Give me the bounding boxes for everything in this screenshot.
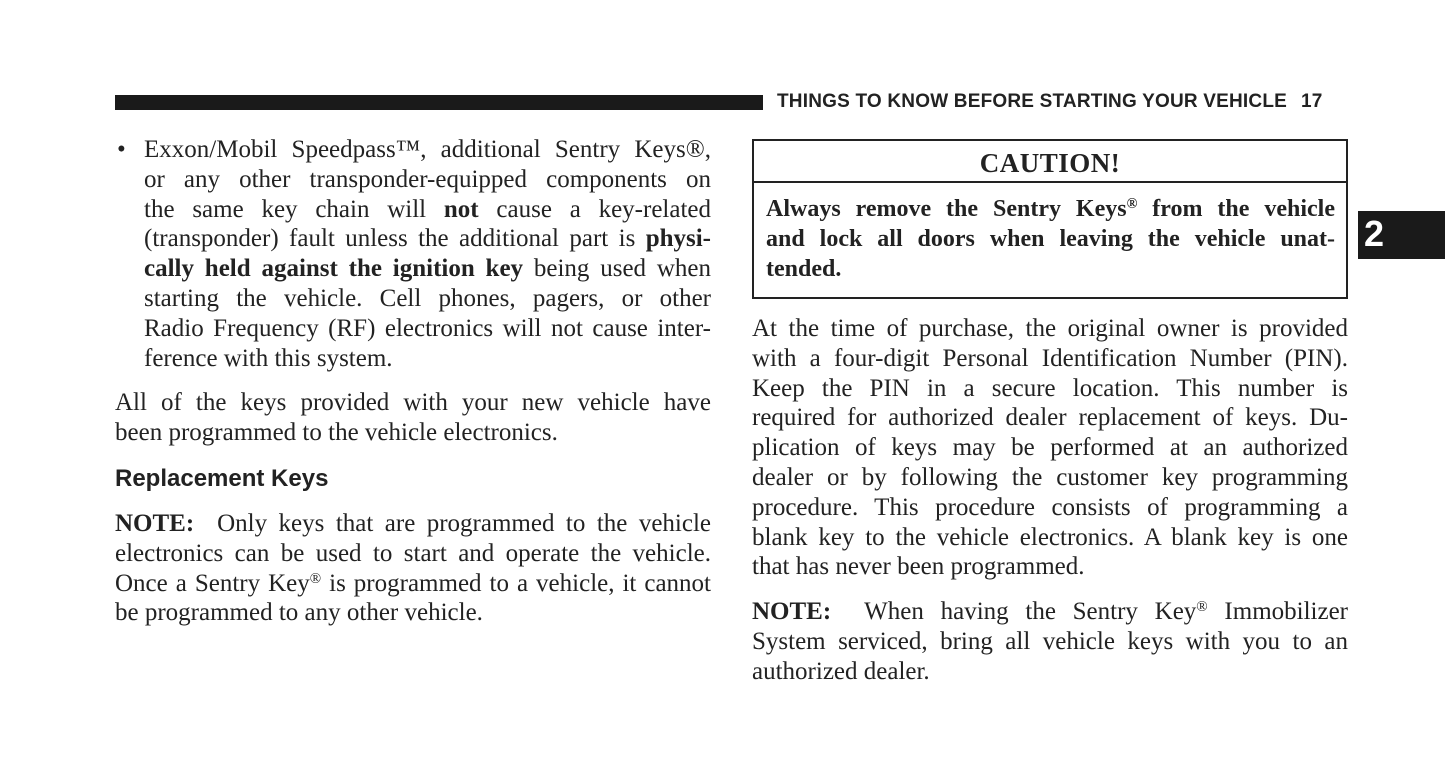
text-line: NOTE: When having the Sentry Key® Immobilizer <box>752 598 1349 626</box>
text-line: Once a Sentry Key® is programmed to a vehicle, it cannot <box>115 569 712 597</box>
section-heading: Replacement Keys <box>115 464 329 492</box>
text-line: electronics can be used to start and operate the vehicle. <box>115 539 711 567</box>
bullet-icon: • <box>117 136 126 163</box>
text-line: authorized dealer. <box>752 657 930 685</box>
text-line: System serviced, bring all vehicle keys with you to an <box>752 627 1348 655</box>
section-title: THINGS TO KNOW BEFORE STARTING YOUR VEHICLE <box>777 91 1288 112</box>
text-line: All of the keys provided with your new vehicle have <box>115 389 711 417</box>
text-line: blank key to the vehicle electronics. A blank key is one <box>752 523 1348 551</box>
emphasis: physi- <box>645 225 711 253</box>
page-number: 17 <box>1301 91 1323 112</box>
emphasis: not <box>443 195 479 223</box>
running-head <box>777 91 1323 113</box>
text-line: At the time of purchase, the original owner is provided <box>752 315 1348 342</box>
text-line: plication of keys may be performed at an authorized <box>752 434 1348 462</box>
text-line: Exxon/Mobil Speedpass™, additional Sentry Keys®, <box>144 136 711 163</box>
bullet-item <box>115 135 711 373</box>
text-line: starting the vehicle. Cell phones, pagers, or other <box>144 284 711 312</box>
registered-mark: ® <box>1126 196 1138 213</box>
text-line: been programmed to the vehicle electronics. <box>115 419 558 447</box>
paragraph <box>752 314 1348 582</box>
registered-mark: ® <box>309 570 322 587</box>
header-rule <box>115 95 763 110</box>
text-line: or any other transponder-equipped components on <box>144 165 711 193</box>
note-label: NOTE: <box>115 509 195 537</box>
text-line: that has never been programmed. <box>752 553 1085 581</box>
caution-title: CAUTION! <box>754 141 1346 183</box>
text-line: dealer or by following the customer key programming <box>752 463 1348 491</box>
text-line: tended. <box>766 255 842 282</box>
text-line: the same key chain will not cause a key-related <box>144 195 711 223</box>
text-line: ference with this system. <box>144 344 393 372</box>
caution-body <box>754 183 1346 284</box>
paragraph <box>115 388 711 448</box>
note-label: NOTE: <box>752 598 832 626</box>
registered-mark: ® <box>1196 598 1208 615</box>
text-line: NOTE: Only keys that are programmed to the vehicle <box>115 509 711 537</box>
note-paragraph <box>115 509 711 628</box>
right-column <box>752 314 1348 687</box>
caution-box <box>752 139 1348 299</box>
text-line: with a four-digit Personal Identification Number (PIN). <box>752 344 1348 372</box>
text-line: Keep the PIN in a secure location. This number is <box>752 374 1348 402</box>
chapter-number: 2 <box>1364 213 1385 254</box>
text-line: (transponder) fault unless the additional part is physi- <box>144 225 711 253</box>
note-paragraph <box>752 597 1348 686</box>
left-column <box>115 135 711 628</box>
text-line: cally held against the ignition key being used when <box>144 255 711 283</box>
chapter-tab <box>1358 211 1445 259</box>
emphasis: cally held against the ignition key <box>144 255 524 283</box>
text-line: Radio Frequency (RF) electronics will not cause inter- <box>144 314 711 342</box>
text-line: procedure. This procedure consists of programming a <box>752 493 1348 521</box>
text-line: and lock all doors when leaving the vehicle unat- <box>766 225 1335 252</box>
text-line: required for authorized dealer replacement of keys. Du- <box>752 404 1348 432</box>
text-line: be programmed to any other vehicle. <box>115 599 483 627</box>
text-line: Always remove the Sentry Keys® from the vehicle <box>766 196 1335 222</box>
